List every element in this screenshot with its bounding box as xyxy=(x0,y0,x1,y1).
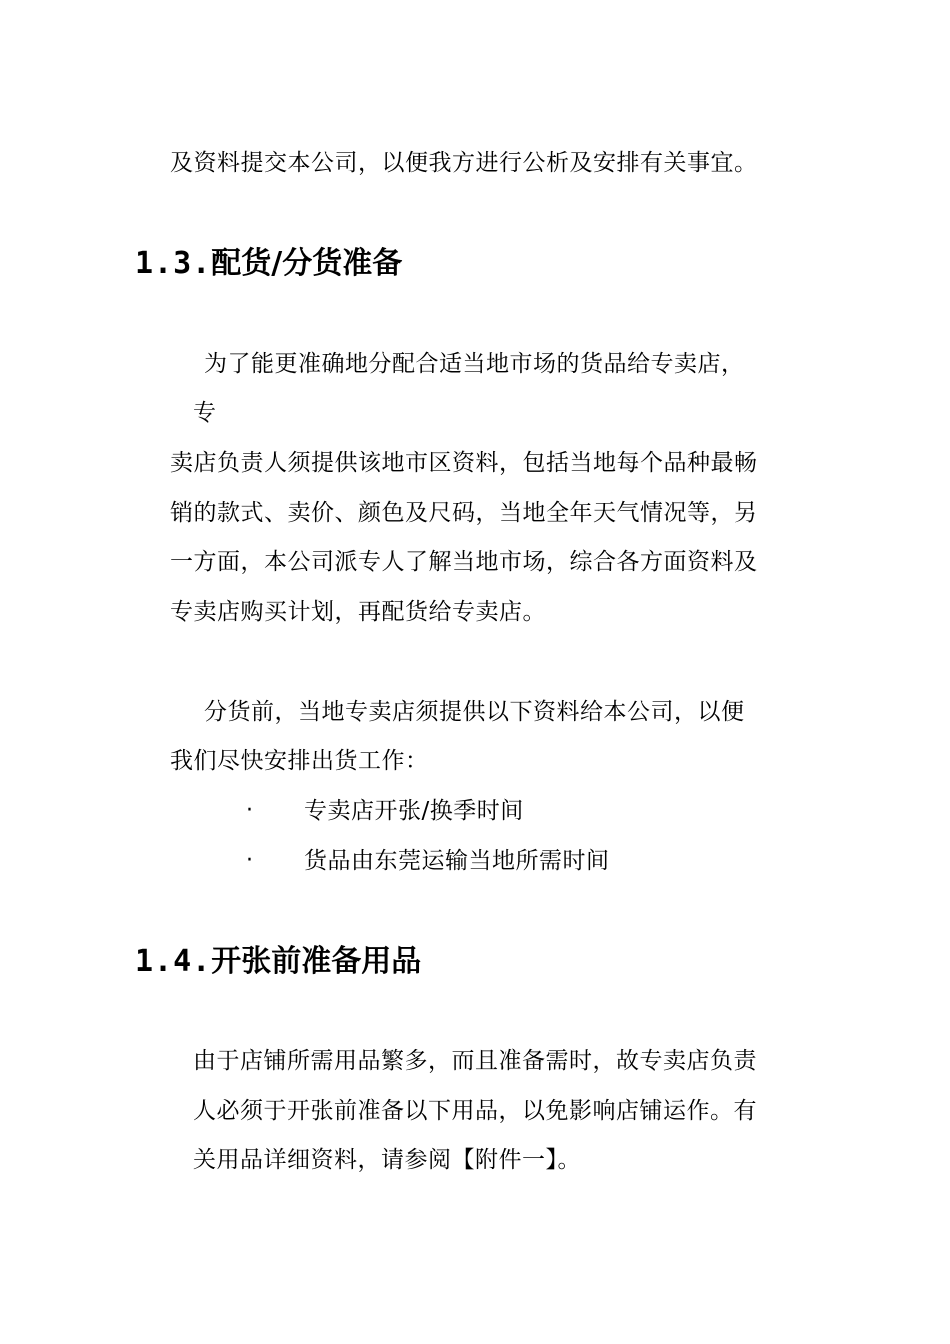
paragraph-line: 由于店铺所需用品繁多，而且准备需时，故专卖店负责 xyxy=(193,1048,757,1074)
paragraph-line: 专卖店购买计划，再配货给专卖店。 xyxy=(170,599,546,625)
paragraph-line: 分货前，当地专卖店须提供以下资料给本公司，以便 xyxy=(204,699,745,725)
section-heading-1-3 xyxy=(135,245,402,283)
section-heading-1-4 xyxy=(135,943,421,981)
paragraph-line: 为了能更准确地分配合适当地市场的货品给专卖店， xyxy=(204,351,745,377)
section-number: 1.4. xyxy=(135,944,212,979)
paragraph-line: 我们尽快安排出货工作： xyxy=(170,748,429,774)
paragraph-line: 销的款式、卖价、颜色及尺码，当地全年天气情况等，另 xyxy=(170,500,758,526)
section-number: 1.3. xyxy=(135,246,212,281)
section-title: 开张前准备用品 xyxy=(211,944,422,979)
intro-line: 及资料提交本公司，以便我方进行公析及安排有关事宜。 xyxy=(170,150,758,176)
paragraph-line: 关用品详细资料，请参阅【附件一】。 xyxy=(193,1147,581,1173)
paragraph-line: 专 xyxy=(193,400,217,426)
paragraph-line: 一方面，本公司派专人了解当地市场，综合各方面资料及 xyxy=(170,549,758,575)
bullet-icon: · xyxy=(246,848,253,873)
bullet-icon: · xyxy=(246,798,253,823)
list-item: 专卖店开张/换季时间 xyxy=(304,798,524,824)
list-item: 货品由东莞运输当地所需时间 xyxy=(304,848,610,874)
paragraph-line: 卖店负责人须提供该地市区资料，包括当地每个品种最畅 xyxy=(170,450,758,476)
paragraph-line: 人必须于开张前准备以下用品，以免影响店铺运作。有 xyxy=(193,1098,757,1124)
section-title: 配货/分货准备 xyxy=(211,246,403,281)
